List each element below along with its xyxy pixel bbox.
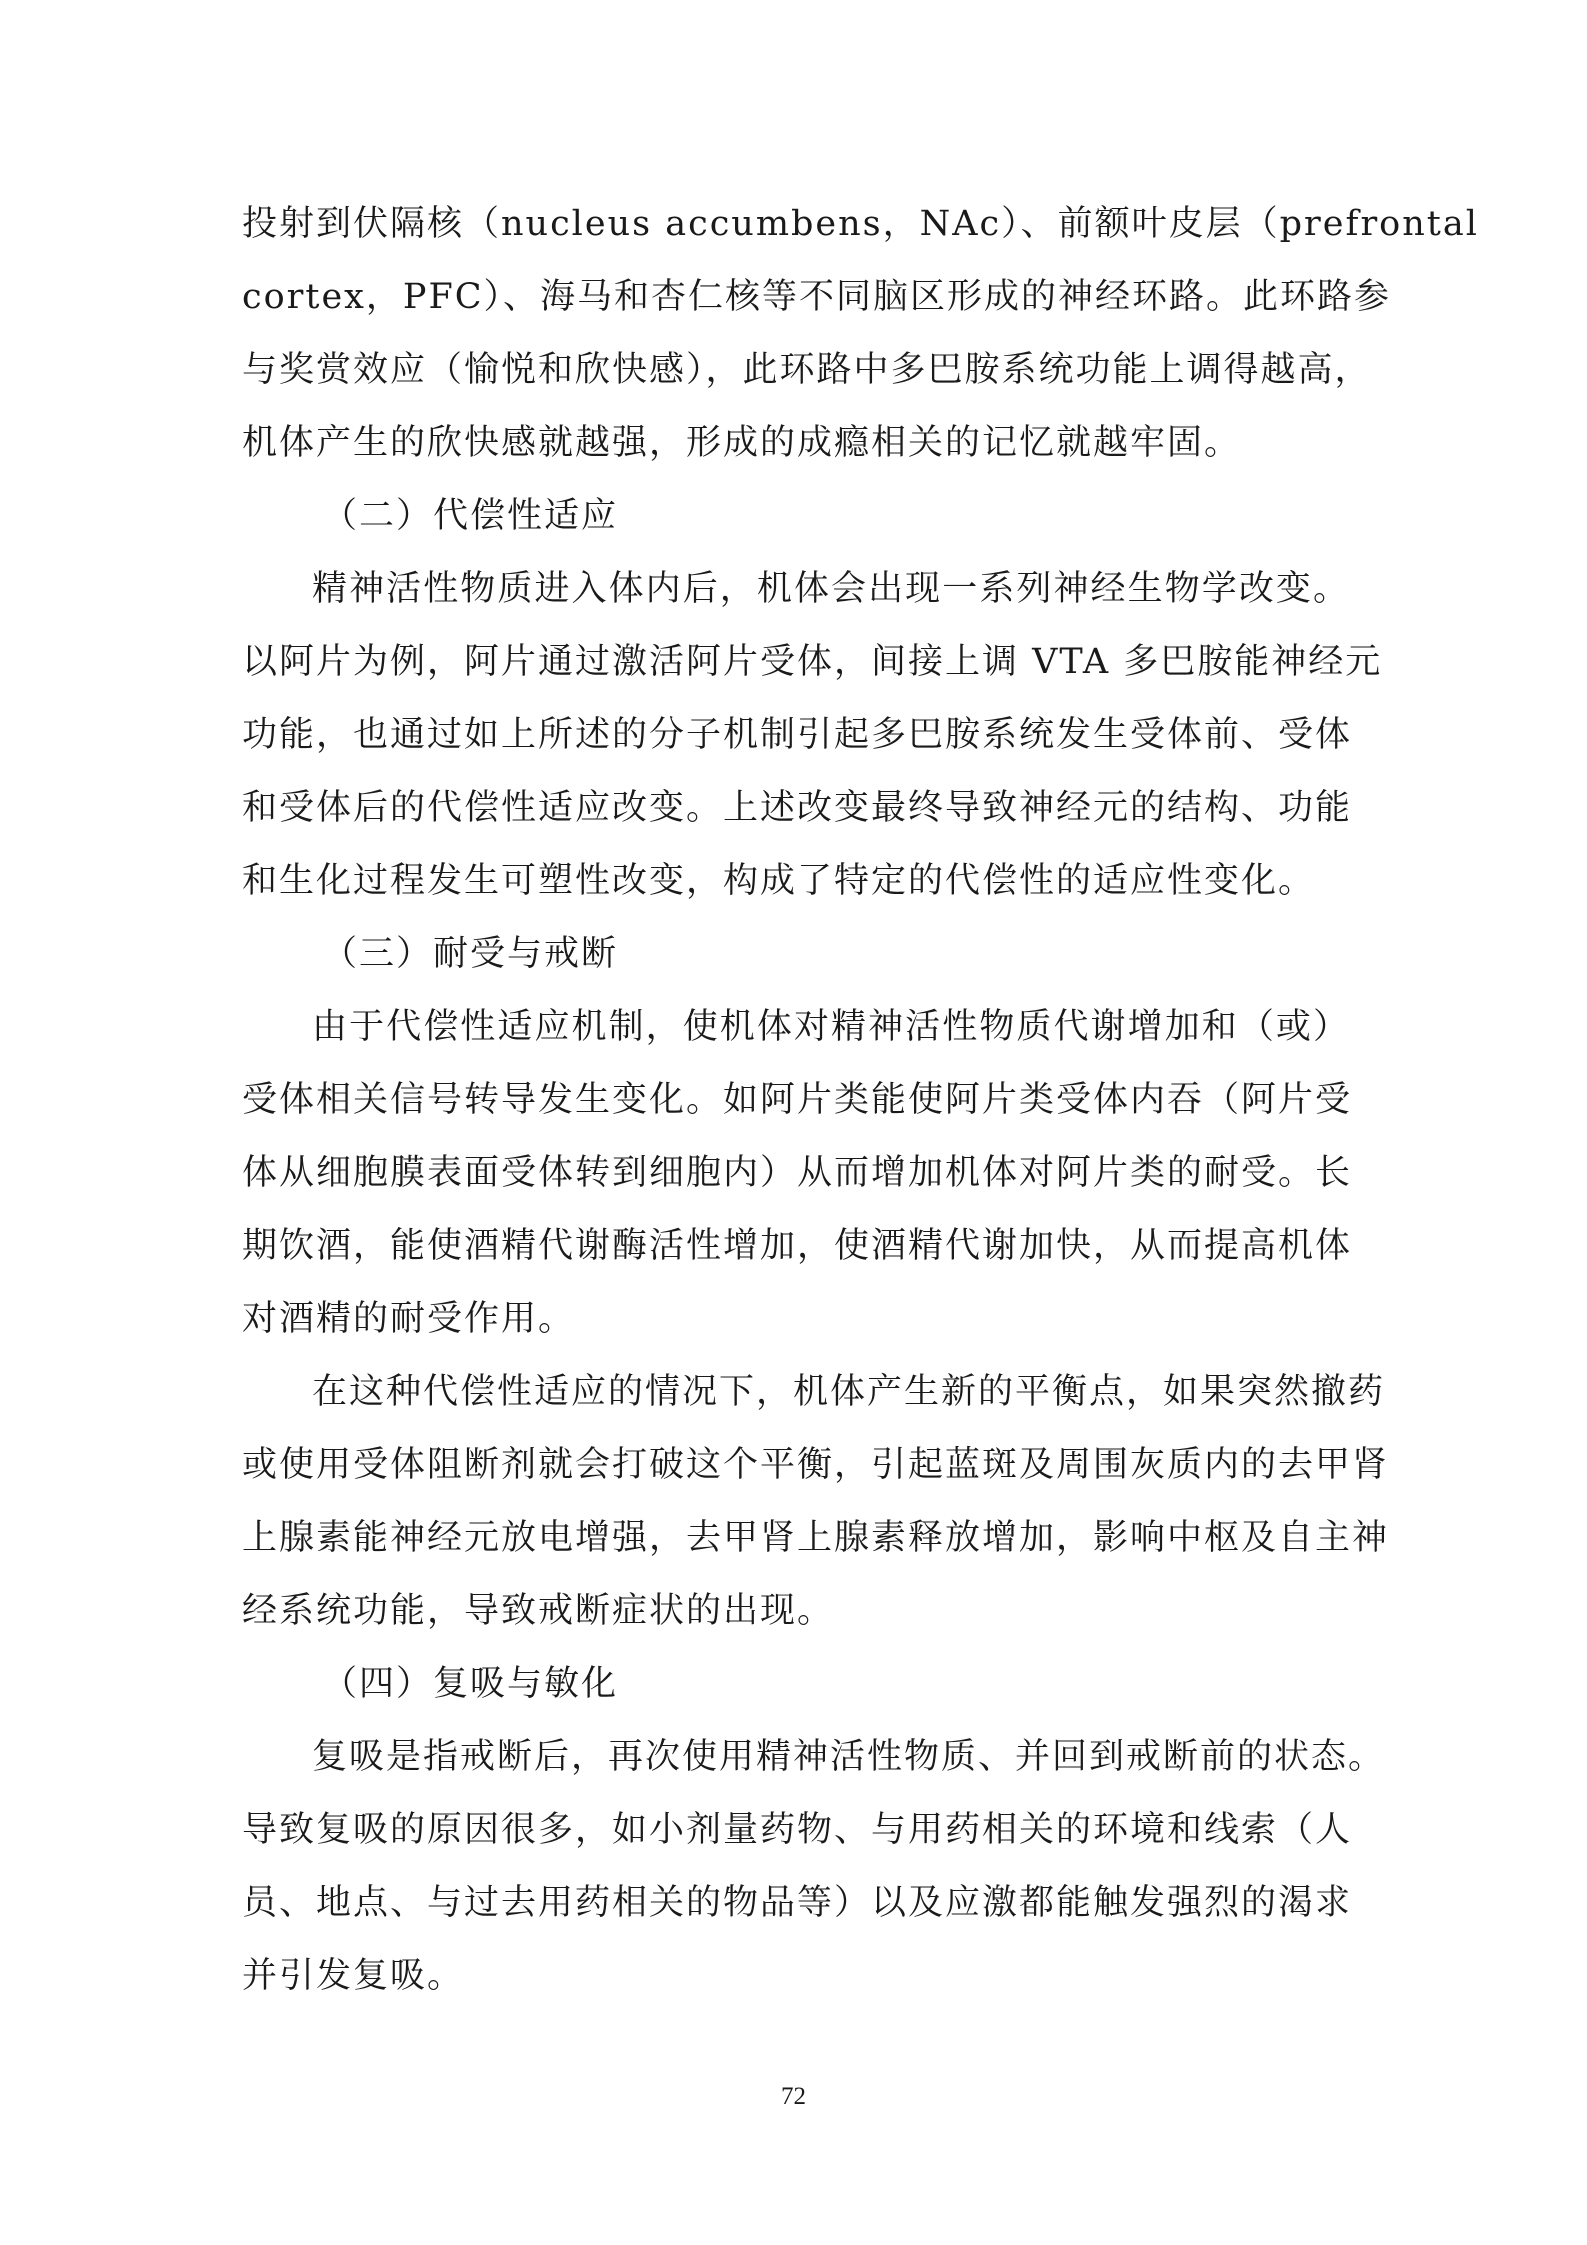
text-line: 精神活性物质进入体内后，机体会出现一系列神经生物学改变。 [312, 569, 1350, 609]
text-line: 以阿片为例，阿片通过激活阿片受体，间接上调 VTA 多巴胺能神经元 [242, 642, 1383, 682]
text-line: 投射到伏隔核（nucleus accumbens，NAc）、前额叶皮层（prefrontal [242, 204, 1479, 244]
text-line: 功能，也通过如上所述的分子机制引起多巴胺系统发生受体前、受体 [242, 715, 1353, 755]
text-line: 或使用受体阻断剂就会打破这个平衡，引起蓝斑及周围灰质内的去甲肾 [242, 1445, 1390, 1485]
text-line: 对酒精的耐受作用。 [242, 1299, 576, 1339]
paragraph-compensatory-adaptation [242, 553, 1383, 918]
page-body [242, 188, 1479, 2013]
paragraph-continuation [242, 188, 1479, 480]
section-heading-3 [242, 918, 1350, 991]
text-line: 上腺素能神经元放电增强，去甲肾上腺素释放增加，影响中枢及自主神 [242, 1518, 1390, 1558]
text-line: 机体产生的欣快感就越强，形成的成瘾相关的记忆就越牢固。 [242, 423, 1242, 463]
text-line: 与奖赏效应（愉悦和欣快感），此环路中多巴胺系统功能上调得越高， [242, 350, 1372, 390]
text-line: 由于代偿性适应机制，使机体对精神活性物质代谢增加和（或） [312, 1007, 1350, 1047]
section-heading-4 [242, 1648, 1350, 1721]
heading-text: （三）耐受与戒断 [322, 934, 619, 974]
paragraph-tolerance [242, 991, 1353, 1356]
text-line: 和受体后的代偿性适应改变。上述改变最终导致神经元的结构、功能 [242, 788, 1353, 828]
text-line: 在这种代偿性适应的情况下，机体产生新的平衡点，如果突然撤药 [312, 1372, 1386, 1412]
heading-text: （四）复吸与敏化 [322, 1664, 619, 1704]
text-line: 体从细胞膜表面受体转到细胞内）从而增加机体对阿片类的耐受。长 [242, 1153, 1353, 1193]
text-line: 员、地点、与过去用药相关的物品等）以及应激都能触发强烈的渴求 [242, 1883, 1353, 1923]
text-line: 经系统功能，导致戒断症状的出现。 [242, 1591, 835, 1631]
text-line: 并引发复吸。 [242, 1956, 465, 1996]
text-line: 受体相关信号转导发生变化。如阿片类能使阿片类受体内吞（阿片受 [242, 1080, 1353, 1120]
text-line: 和生化过程发生可塑性改变，构成了特定的代偿性的适应性变化。 [242, 861, 1316, 901]
section-heading-2 [242, 480, 1350, 553]
paragraph-relapse [242, 1721, 1386, 2013]
text-line: 复吸是指戒断后，再次使用精神活性物质、并回到戒断前的状态。 [312, 1737, 1386, 1777]
text-line: 导致复吸的原因很多，如小剂量药物、与用药相关的环境和线索（人 [242, 1810, 1353, 1850]
heading-text: （二）代偿性适应 [322, 496, 619, 536]
text-line: cortex，PFC）、海马和杏仁核等不同脑区形成的神经环路。此环路参 [242, 277, 1392, 317]
page-number: 72 [781, 2083, 806, 2110]
paragraph-withdrawal [242, 1356, 1390, 1648]
text-line: 期饮酒，能使酒精代谢酶活性增加，使酒精代谢加快，从而提高机体 [242, 1226, 1353, 1266]
